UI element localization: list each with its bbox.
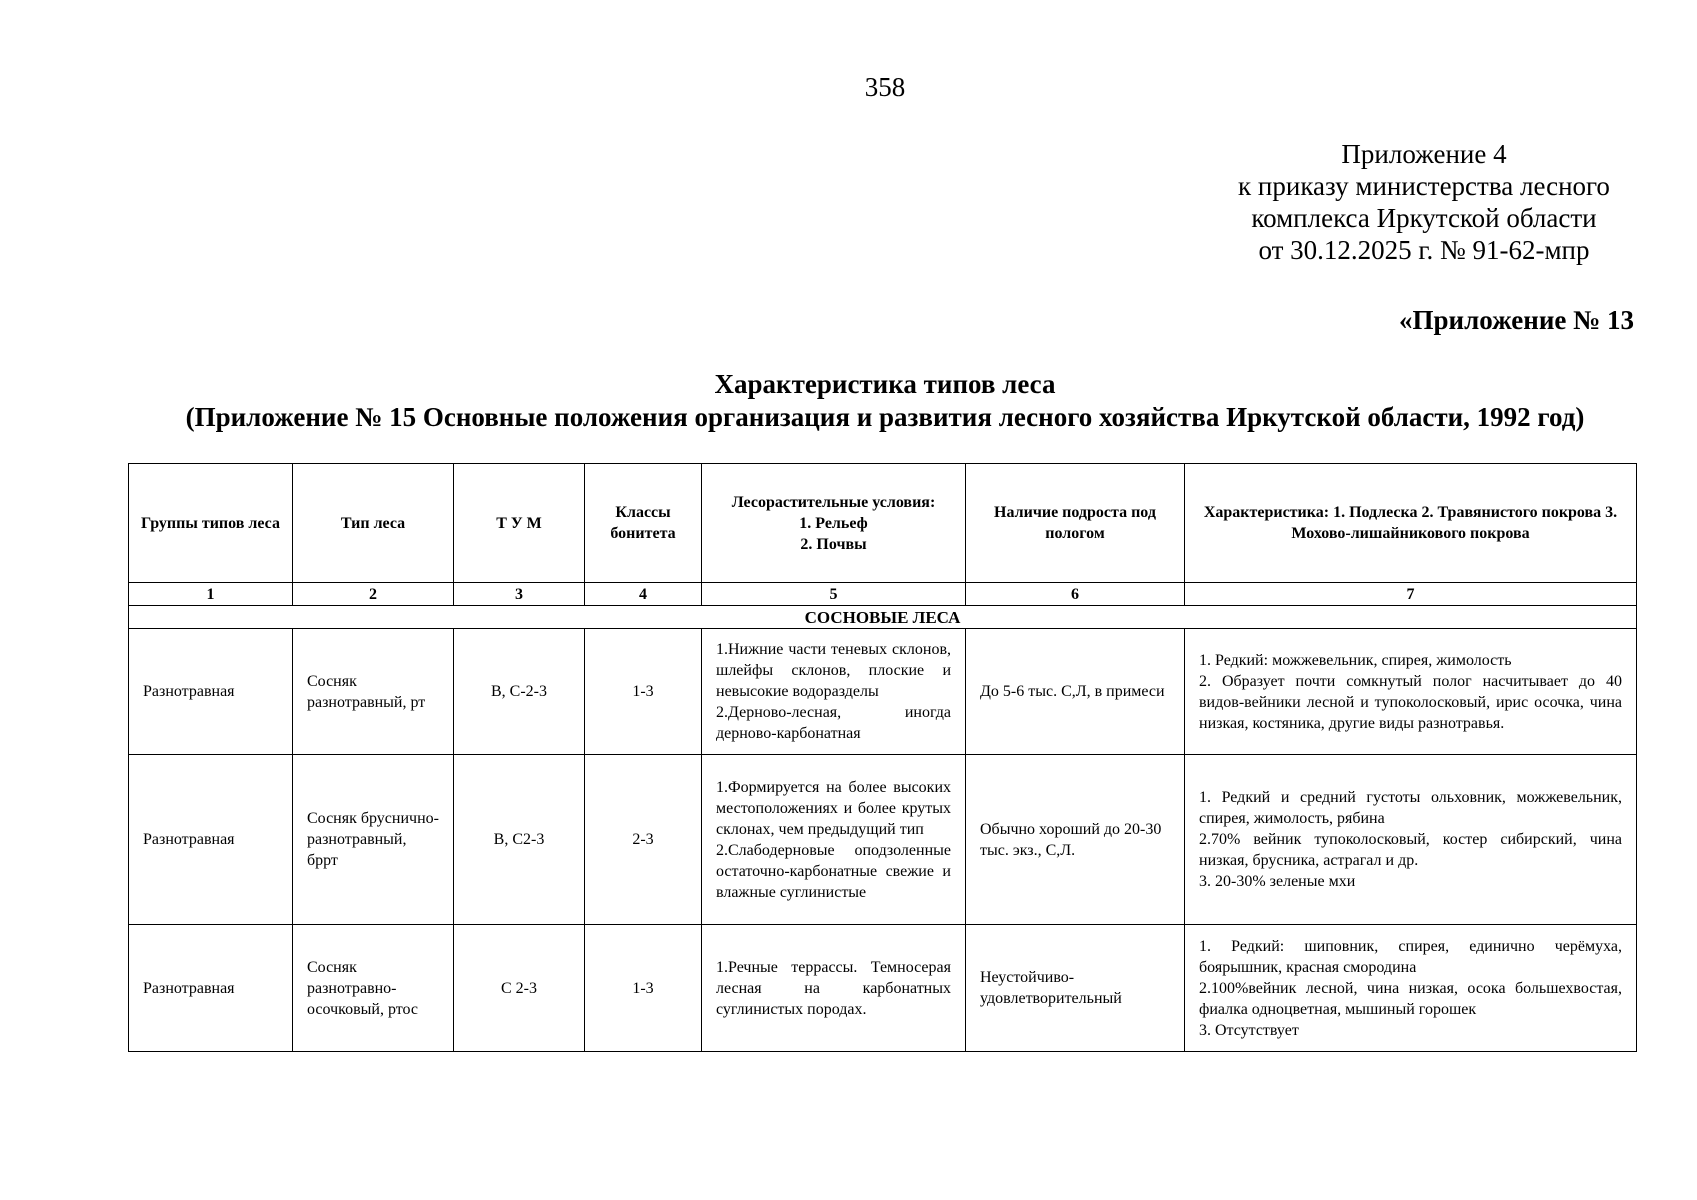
cell-bonitet: 1-3 — [585, 925, 702, 1052]
header-conditions — [702, 464, 966, 583]
cell-conditions — [702, 629, 966, 755]
cell-group: Разнотравная — [129, 755, 293, 925]
cell-tum: С 2-3 — [454, 925, 585, 1052]
header-tum: Т У М — [454, 464, 585, 583]
char-moss: 3. 20-30% зеленые мхи — [1199, 873, 1356, 890]
header-conditions-line: 2. Почвы — [800, 535, 867, 553]
cell-group: Разнотравная — [129, 925, 293, 1052]
cell-conditions — [702, 925, 966, 1052]
title-line-main: Характеристика типов леса — [714, 369, 1056, 399]
table-row — [129, 755, 1637, 925]
table-row — [129, 629, 1637, 755]
document-title — [120, 368, 1650, 434]
cell-characteristics — [1185, 925, 1637, 1052]
cell-type: Сосняк бруснично-разнотравный, бррт — [293, 755, 454, 925]
cell-undergrowth: Обычно хороший до 20-30 тыс. экз., С,Л. — [966, 755, 1185, 925]
appendix-line: от 30.12.2025 г. № 91-62-мпр — [1258, 235, 1590, 265]
char-grass: 2.70% вейник тупоколосковый, костер сибирский, чина низкая, брусника, астрагал и др. — [1199, 831, 1622, 869]
char-grass: 2. Образует почти сомкнутый полог насчитывает до 40 видов-вейники лесной и тупоколосковый, ирис осочка, чина низкая, костяника, другие виды разнотравья. — [1199, 672, 1622, 732]
cell-characteristics — [1185, 755, 1637, 925]
header-bonitet: Классы бонитета — [585, 464, 702, 583]
appendix-line: Приложение 4 — [1341, 139, 1507, 169]
cell-undergrowth: До 5-6 тыс. С,Л, в примеси — [966, 629, 1185, 755]
appendix-line: к приказу министерства лесного — [1238, 171, 1610, 201]
conditions-relief: 1.Формируется на более высоких местоположениях и более крутых склонах, чем предыдущий тип — [716, 778, 951, 838]
column-number-row — [129, 583, 1637, 606]
column-number: 5 — [702, 583, 966, 606]
forest-types-table — [128, 463, 1637, 1052]
header-undergrowth: Наличие подроста под пологом — [966, 464, 1185, 583]
cell-bonitet: 2-3 — [585, 755, 702, 925]
cell-tum: В, С-2-3 — [454, 629, 585, 755]
cell-undergrowth: Неустойчиво-удовлетворительный — [966, 925, 1185, 1052]
appendix-line: комплекса Иркутской области — [1251, 203, 1597, 233]
cell-group: Разнотравная — [129, 629, 293, 755]
char-shrubs: 1. Редкий: шиповник, спирея, единично черёмуха, боярышник, красная смородина — [1199, 937, 1622, 976]
column-number: 3 — [454, 583, 585, 606]
cell-conditions — [702, 755, 966, 925]
page-number: 358 — [864, 72, 906, 102]
header-type: Тип леса — [293, 464, 454, 583]
char-shrubs: 1. Редкий: можжевельник, спирея, жимолость — [1199, 651, 1512, 669]
column-number: 4 — [585, 583, 702, 606]
cell-characteristics — [1185, 629, 1637, 755]
conditions-soil: 2.Слабодерновые оподзоленные остаточно-карбонатные свежие и влажные суглинистые — [716, 841, 951, 901]
conditions-relief: 1.Нижние части теневых склонов, шлейфы склонов, плоские и невысокие водоразделы — [716, 641, 951, 700]
appendix-block — [1214, 138, 1634, 266]
cell-type: Сосняк разнотравный, рт — [293, 629, 454, 755]
section-title: СОСНОВЫЕ ЛЕСА — [129, 606, 1637, 629]
column-number: 6 — [966, 583, 1185, 606]
column-number: 1 — [129, 583, 293, 606]
conditions-relief: 1.Речные террассы. Темносерая лесная на карбонатных суглинистых породах. — [716, 958, 951, 1018]
header-characteristics: Характеристика: 1. Подлеска 2. Травянистого покрова 3. Мохово-лишайникового покрова — [1185, 464, 1637, 583]
header-group: Группы типов леса — [129, 464, 293, 583]
cell-tum: В, С2-3 — [454, 755, 585, 925]
title-line-sub: (Приложение № 15 Основные положения организация и развития лесного хозяйства Иркутской области, 1992 год) — [185, 402, 1585, 432]
conditions-soil: 2.Дерново-лесная, иногда дерново-карбонатная — [716, 704, 951, 742]
table-row — [129, 925, 1637, 1052]
header-conditions-line: Лесорастительные условия: — [731, 493, 936, 511]
appendix-reference: «Приложение № 13 — [1399, 305, 1634, 335]
column-number: 7 — [1185, 583, 1637, 606]
char-grass: 2.100%вейник лесной, чина низкая, осока большехвостая, фиалка одноцветная, мышиный горошек — [1199, 979, 1622, 1018]
section-row — [129, 606, 1637, 629]
header-conditions-line: 1. Рельеф — [799, 514, 868, 532]
cell-type: Сосняк разнотравно-осочковый, ртос — [293, 925, 454, 1052]
column-number: 2 — [293, 583, 454, 606]
char-shrubs: 1. Редкий и средний густоты ольховник, можжевельник, спирея, жимолость, рябина — [1199, 789, 1622, 827]
header-row — [129, 464, 1637, 583]
cell-bonitet: 1-3 — [585, 629, 702, 755]
char-moss: 3. Отсутствует — [1199, 1021, 1299, 1039]
